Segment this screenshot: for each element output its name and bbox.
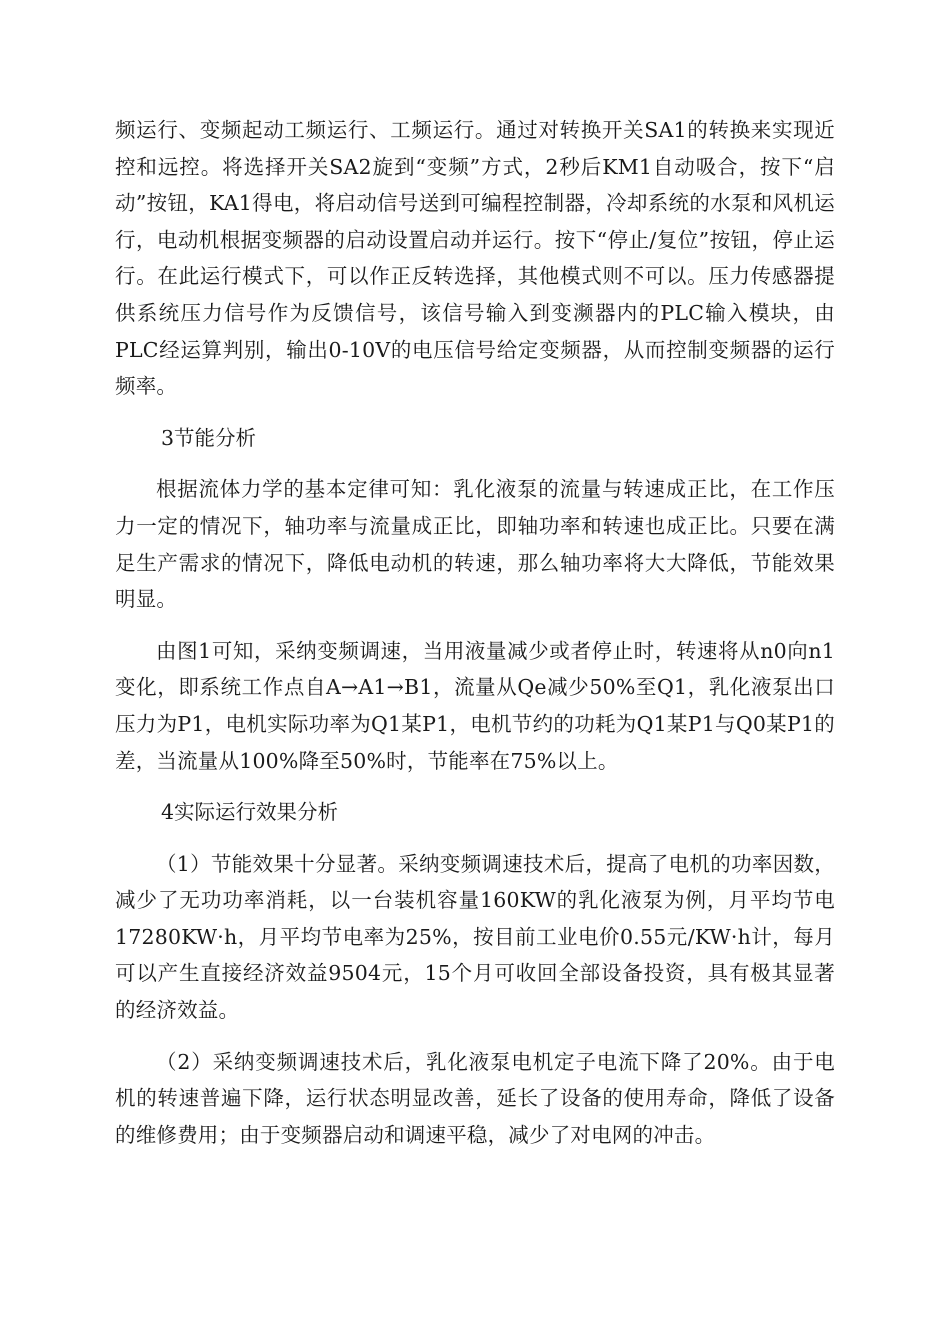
section-heading-operation-effect: 4实际运行效果分析 [161, 800, 339, 825]
paragraph-effect-2: （2）采纳变频调速技术后，乳化液泵电机定子电流下降了20%。由于电机的转速普遍下降，运行状态明显改善，延长了设备的使用寿命，降低了设备的维修费用；由于变频器启动和调速平稳，减少了对电网的冲击。 [115, 1049, 835, 1147]
section-heading-energy-analysis: 3节能分析 [161, 425, 257, 450]
paragraph-effect-1: （1）节能效果十分显著。采纳变频调速技术后，提高了电机的功率因数，减少了无功功率消耗，以一台装机容量160KW的乳化液泵为例，月平均节电17280KW·h，月平均节电率为25%，按目前工业电价0.55元/KW·h计，每月可以产生直接经济效益9504元，15个月可收回全部设备投资，具有极其显著的经济效益。 [115, 851, 835, 1023]
paragraph-operation-modes: 频运行、变频起动工频运行、工频运行。通过对转换开关SA1的转换来实现近控和远控。将选择开关SA2旋到“变频”方式，2秒后KM1自动吸合，按下“启动”按钮，KA1得电，将启动信号送到可编程控制器，冷却系统的水泵和风机运行，电动机根据变频器的启动设置启动并运行。按下“停止/复位”按钮，停止运行。在此运行模式下，可以作正反转选择，其他模式则不可以。压力传感器提供系统压力信号作为反馈信号，该信号输入到变濒器内的PLC输入模块，由PLC经运算判别，输出0-10V的电压信号给定变频器，从而控制变频器的运行频率。 [115, 118, 835, 399]
paragraph-figure-1-analysis: 由图1可知，采纳变频调速，当用液量减少或者停止时，转速将从n0向n1变化，即系统工作点自A→A1→B1，流量从Qe减少50%至Q1，乳化液泵出口压力为P1，电机实际功率为Q1某P1，电机节约的功耗为Q1某P1与Q0某P1的差，当流量从100%降至50%时，节能率在75%以上。 [115, 638, 835, 773]
paragraph-fluid-mechanics: 根据流体力学的基本定律可知：乳化液泵的流量与转速成正比，在工作压力一定的情况下，轴功率与流量成正比，即轴功率和转速也成正比。只要在满足生产需求的情况下，降低电动机的转速，那么轴功率将大大降低，节能效果明显。 [115, 477, 835, 612]
